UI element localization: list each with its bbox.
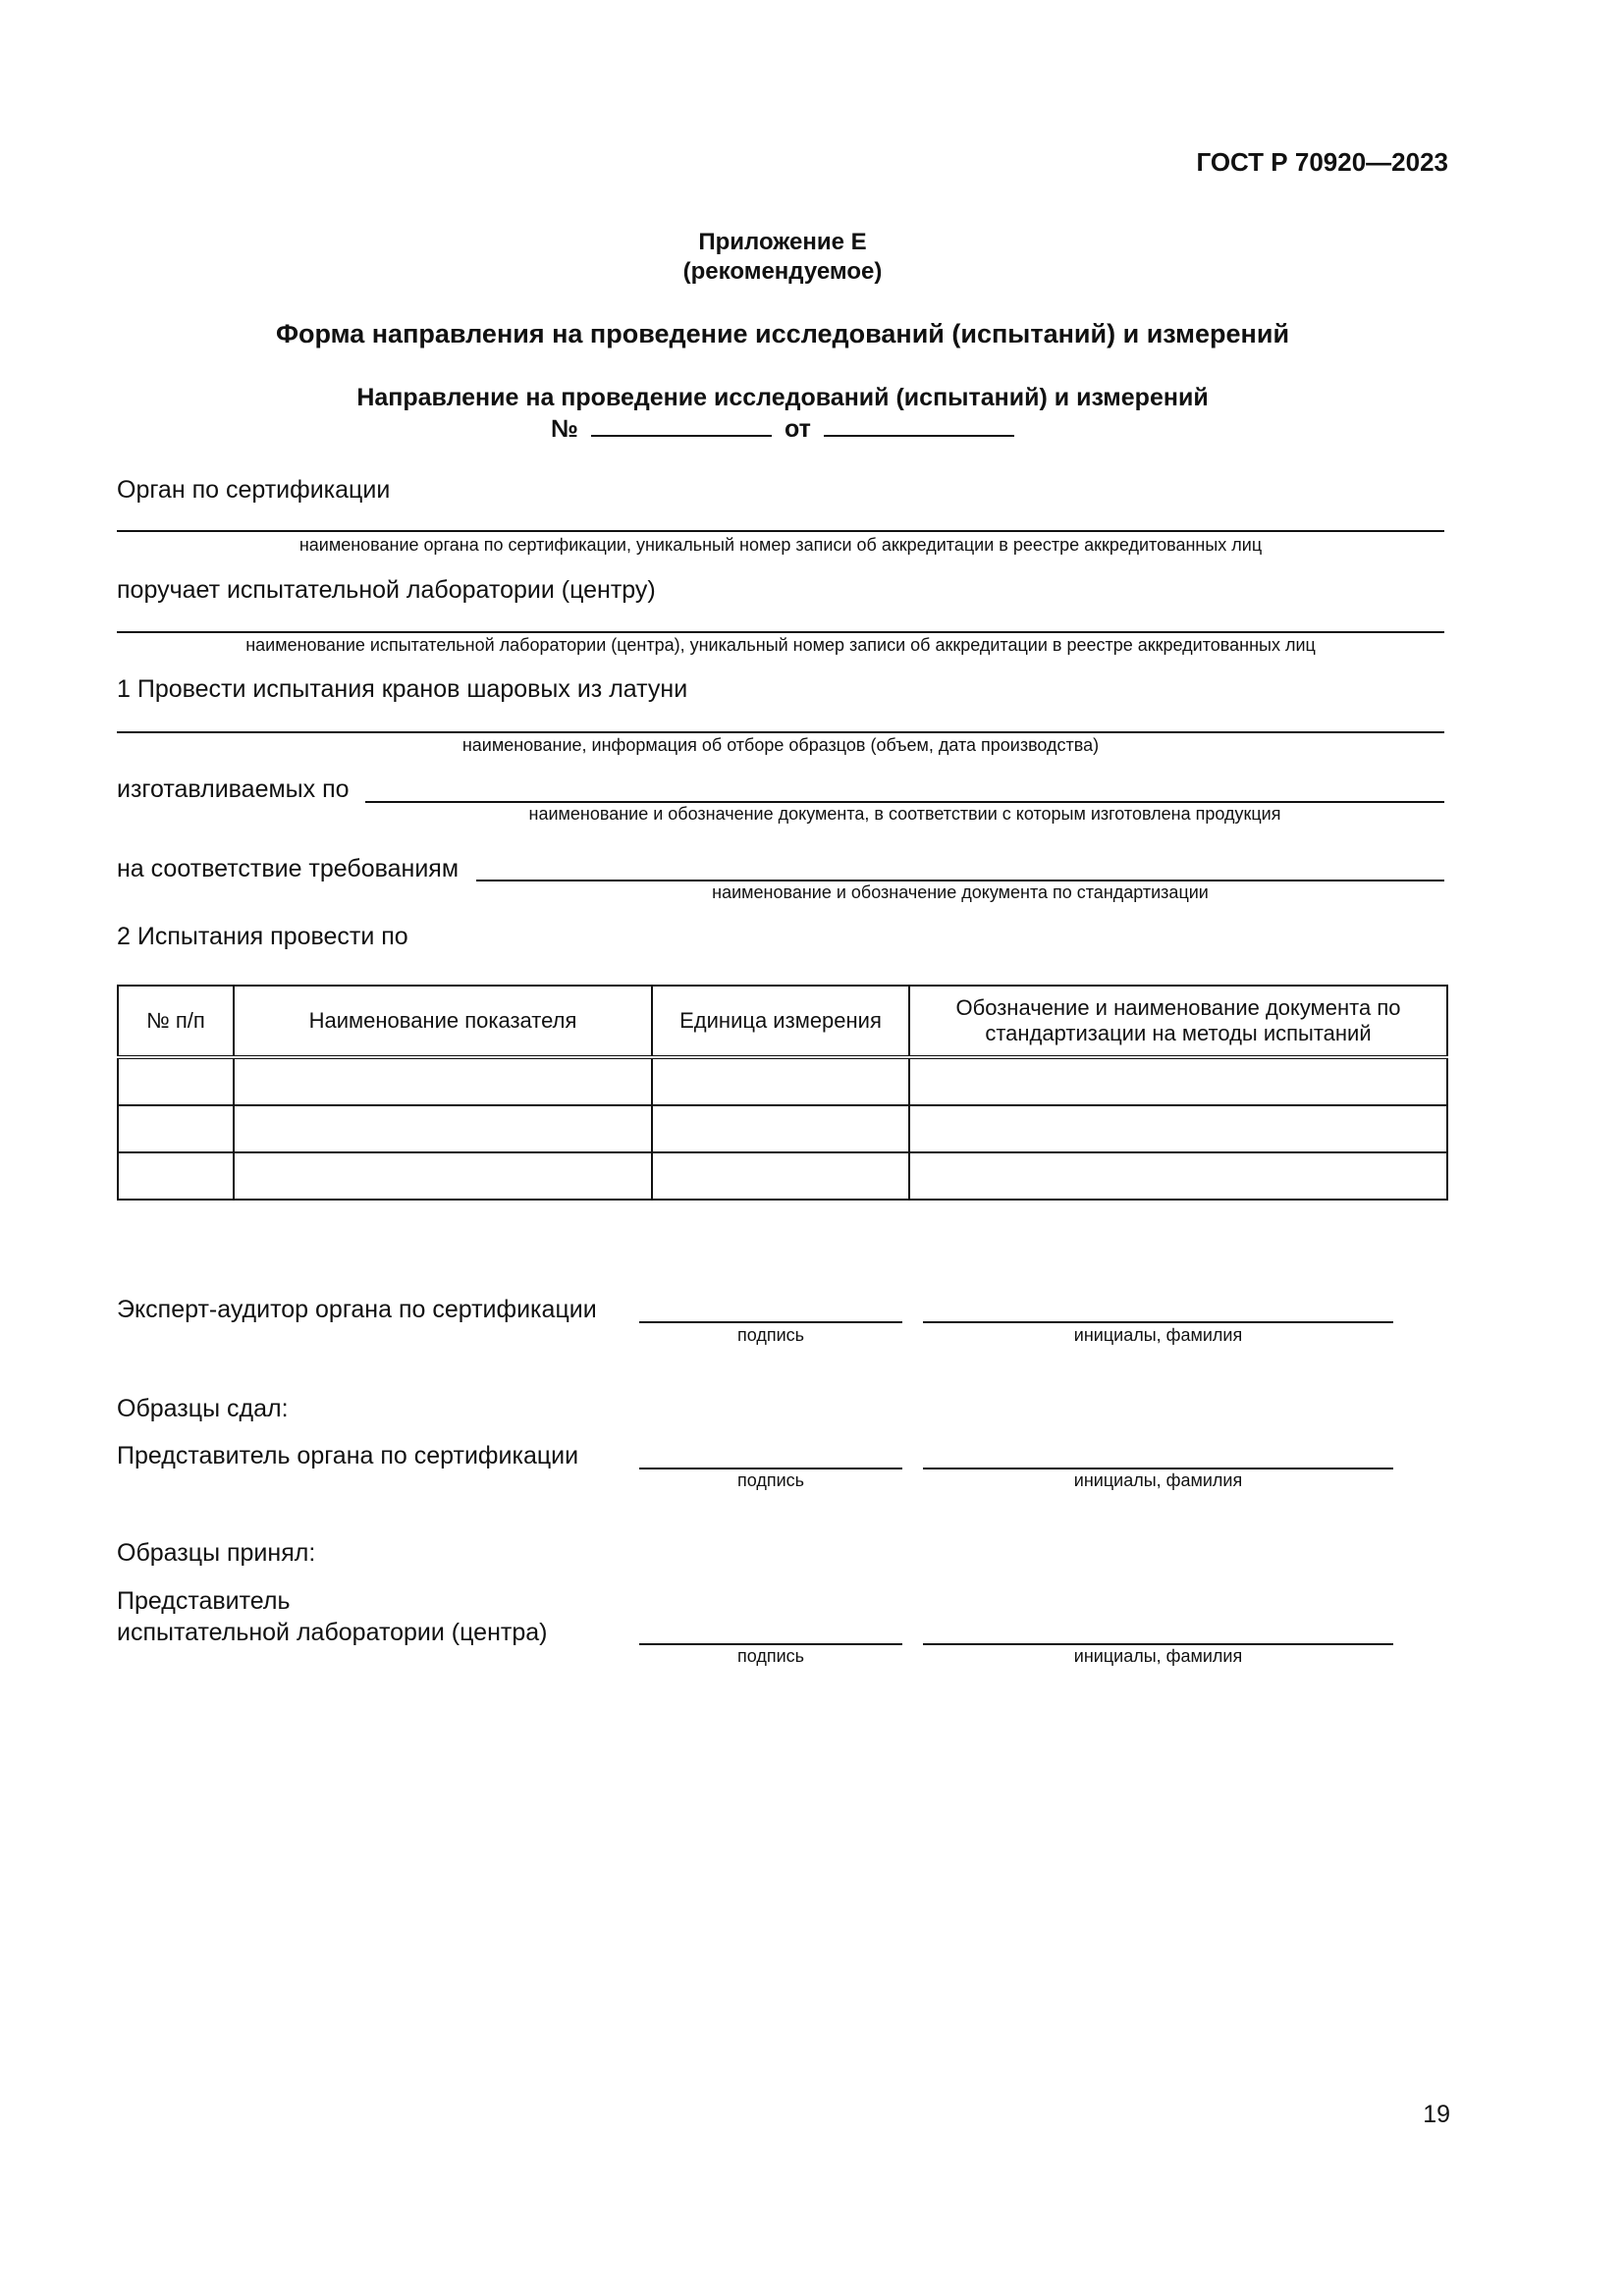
item2-label: 2 Испытания провести по (117, 923, 408, 950)
appendix-note: (рекомендуемое) (682, 258, 883, 285)
table-cell[interactable] (118, 1057, 234, 1105)
table-cell[interactable] (909, 1152, 1447, 1200)
table-cell[interactable] (234, 1152, 652, 1200)
tests-table (117, 985, 1448, 1201)
expert-label: Эксперт-аудитор органа по сертификации (117, 1296, 597, 1323)
table-cell[interactable] (234, 1057, 652, 1105)
direction-number-line (0, 413, 1565, 445)
manufactured-label: изготавливаемых по (117, 775, 350, 803)
handed-label: Образцы сдал: (117, 1395, 289, 1422)
page-number: 19 (1423, 2101, 1450, 2128)
lab-caption: наименование испытательной лаборатории (центра), уникальный номер записи об аккредитации в реестре аккредитованных лиц (245, 635, 1316, 655)
number-label: № (551, 415, 579, 443)
cert-rep-name-caption: инициалы, фамилия (1073, 1470, 1243, 1490)
cert-rep-signature-caption: подпись (736, 1470, 805, 1490)
lab-line[interactable] (117, 631, 1444, 633)
table-cell[interactable] (118, 1152, 234, 1200)
appendix-heading (0, 228, 1565, 287)
cert-body-label: Орган по сертификации (117, 476, 391, 504)
item1-label: 1 Провести испытания кранов шаровых из латуни (117, 675, 688, 703)
accepted-label: Образцы принял: (117, 1539, 316, 1567)
cert-body-caption: наименование органа по сертификации, уникальный номер записи об аккредитации в реестре аккредитованных лиц (298, 535, 1263, 555)
expert-name-caption: инициалы, фамилия (1073, 1325, 1243, 1345)
lab-label: поручает испытательной лаборатории (центру) (117, 576, 656, 604)
form-title: Форма направления на проведение исследований (испытаний) и измерений (275, 319, 1290, 348)
lab-rep-line1: Представитель (117, 1587, 291, 1615)
table-cell[interactable] (652, 1105, 909, 1152)
cert-rep-signature-line[interactable] (639, 1468, 902, 1469)
cert-body-line[interactable] (117, 530, 1444, 532)
direction-title: Направление на проведение исследований (испытаний) и измерений (356, 384, 1209, 411)
table-row (118, 1057, 1447, 1105)
col-number: № п/п (118, 986, 234, 1057)
col-unit: Единица измерения (652, 986, 909, 1057)
standard-code: ГОСТ Р 70920—2023 (1196, 147, 1448, 177)
manufactured-caption: наименование и обозначение документа, в соответствии с которым изготовлена продукция (528, 804, 1281, 824)
appendix-title: Приложение Е (698, 229, 867, 255)
expert-signature-caption: подпись (736, 1325, 805, 1345)
compliance-caption: наименование и обозначение документа по стандартизации (712, 882, 1209, 902)
table-header-row (118, 986, 1447, 1057)
table-cell[interactable] (909, 1105, 1447, 1152)
compliance-label: на соответствие требованиям (117, 855, 460, 882)
date-label: от (784, 415, 811, 443)
item1-line[interactable] (117, 731, 1444, 733)
lab-rep-signature-caption: подпись (736, 1646, 805, 1666)
direction-heading (0, 383, 1565, 445)
table-cell[interactable] (909, 1057, 1447, 1105)
table-cell[interactable] (118, 1105, 234, 1152)
lab-rep-name-caption: инициалы, фамилия (1073, 1646, 1243, 1666)
col-method-document: Обозначение и наименование документа по стандартизации на методы испытаний (909, 986, 1447, 1057)
lab-rep-name-line[interactable] (923, 1643, 1393, 1645)
cert-rep-label: Представитель органа по сертификации (117, 1442, 579, 1469)
compliance-line[interactable] (476, 880, 1444, 881)
lab-rep-label (117, 1585, 547, 1648)
table-row (118, 1152, 1447, 1200)
cert-rep-name-line[interactable] (923, 1468, 1393, 1469)
manufactured-line[interactable] (365, 801, 1444, 803)
table-cell[interactable] (234, 1105, 652, 1152)
table-cell[interactable] (652, 1057, 909, 1105)
expert-name-line[interactable] (923, 1321, 1393, 1323)
table-cell[interactable] (652, 1152, 909, 1200)
expert-signature-line[interactable] (639, 1321, 902, 1323)
item1-caption: наименование, информация об отборе образцов (объем, дата производства) (461, 735, 1100, 755)
date-blank[interactable] (824, 413, 1014, 437)
lab-rep-signature-line[interactable] (639, 1643, 902, 1645)
lab-rep-line2: испытательной лаборатории (центра) (117, 1619, 548, 1646)
table-row (118, 1105, 1447, 1152)
number-blank[interactable] (591, 413, 772, 437)
col-indicator: Наименование показателя (234, 986, 652, 1057)
